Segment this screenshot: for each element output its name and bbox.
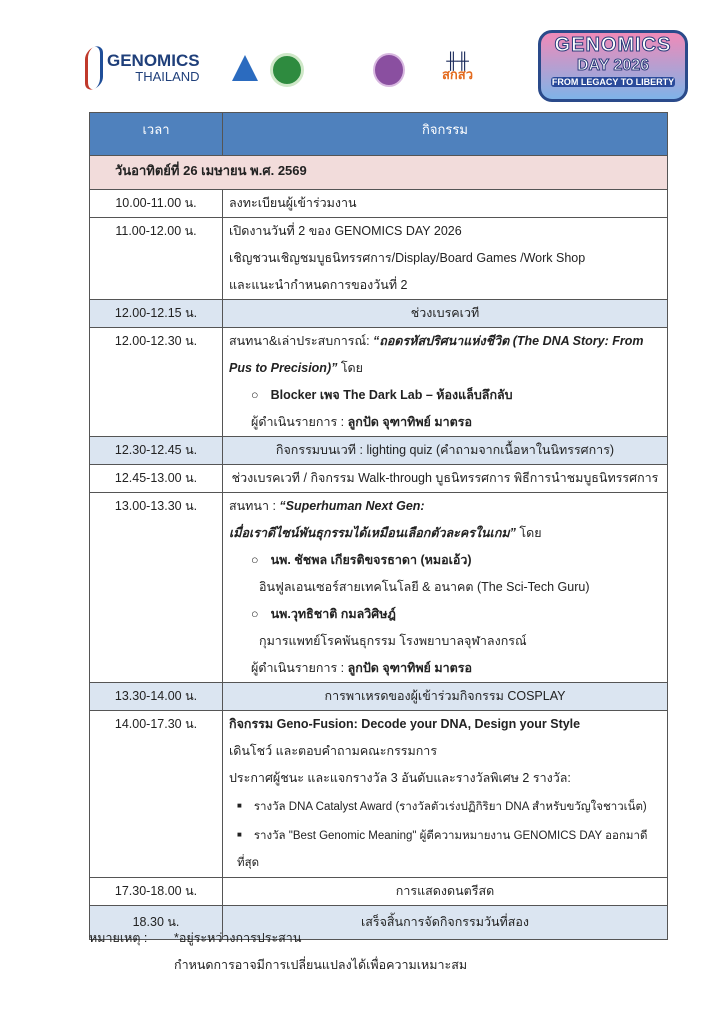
time-cell: 10.00-11.00 น.	[90, 190, 223, 218]
ministry-public-health-logo	[270, 53, 304, 87]
dna-helix-icon	[85, 44, 103, 93]
speaker: ○ นพ. ชัชพล เกียรติขจรธาดา (หมอเอ้ว)	[229, 547, 667, 574]
speaker: ○ นพ.วุทธิชาติ กมลวิศิษฎ์	[229, 601, 667, 628]
time-cell: 12.30-12.45 น.	[90, 437, 223, 465]
table-row	[90, 190, 668, 218]
activity-cell: ช่วงเบรคเวที / กิจกรรม Walk-through บูธนิทรรศการ พิธีการนำชมบูธนิทรรศการ	[223, 465, 668, 493]
logo-text: THAILAND	[135, 69, 200, 84]
sk-logo: ╫╫ สกสว	[442, 53, 474, 82]
table-row	[90, 711, 668, 878]
speaker: ○ Blocker เพจ The Dark Lab – ห้องแล็บลึกลับ	[229, 382, 667, 409]
time-cell: 11.00-12.00 น.	[90, 218, 223, 300]
moderator: ผู้ดำเนินรายการ : ลูกปัด จุฑาทิพย์ มาตรอ	[251, 415, 472, 429]
triangle-org-logo	[232, 55, 258, 81]
activity-cell: การแสดงดนตรีสด	[223, 878, 668, 906]
time-cell: 18.30 น.	[90, 906, 223, 940]
activity-cell: สนทนา : “Superhuman Next Gen: เมื่อเราดีไซน์พันธุกรรมได้เหมือนเลือกตัวละครในเกม” โดย ○ นพ. ชัชพล เกียรติขจรธาดา (หมอเอ้ว) อินฟูลเอนเซอร์สายเทคโนโลยี & อนาคต (The Sci-Tech Guru) ○ นพ.วุทธิชาติ กมลวิศิษฎ์ กุมารแพทย์โรคพันธุกรรม โรงพยาบาลจุฬาลงกรณ์ ผู้ดำเนินรายการ : ลูกปัด จุฑาทิพย์ มาตรอ	[223, 493, 668, 683]
award-item: ■ รางวัล "Best Genomic Meaning" ผู้ตีความหมายงาน GENOMICS DAY ออกมาดีที่สุด	[229, 821, 667, 877]
purple-seal-logo	[373, 53, 405, 87]
header-time: เวลา	[90, 113, 223, 156]
time-cell: 12.00-12.30 น.	[90, 328, 223, 437]
activity-cell: กิจกรรม Geno-Fusion: Decode your DNA, Design your Style เดินโชว์ และตอบคำถามคณะกรรมการ ประกาศผู้ชนะ และแจกรางวัล 3 อันดับและรางวัลพิเศษ 2 รางวัล: ■ รางวัล DNA Catalyst Award (รางวัลตัวเร่งปฏิกิริยา DNA สำหรับขวัญใจชาวเน็ต) ■ รางวัล "Best Genomic Meaning" ผู้ตีความหมายงาน GENOMICS DAY ออกมาดีที่สุด	[223, 711, 668, 878]
table-row	[90, 465, 668, 493]
date-row	[90, 156, 668, 190]
logo-text: สกสว	[442, 67, 474, 82]
date-label: วันอาทิตย์ที่ 26 เมษายน พ.ศ. 2569	[90, 156, 668, 190]
time-cell: 14.00-17.30 น.	[90, 711, 223, 878]
activity-cell: ลงทะเบียนผู้เข้าร่วมงาน	[223, 190, 668, 218]
activity-cell: เปิดงานวันที่ 2 ของ GENOMICS DAY 2026 เชิญชวนเชิญชมบูธนิทรรศการ/Display/Board Games /Work Shop และแนะนำกำหนดการของวันที่ 2	[223, 218, 668, 300]
activity-cell: สนทนา&เล่าประสบการณ์: “ถอดรหัสปริศนาแห่งชีวิต (The DNA Story: From Pus to Precision)” โดย ○ Blocker เพจ The Dark Lab – ห้องแล็บลึกลับ ผู้ดำเนินรายการ : ลูกปัด จุฑาทิพย์ มาตรอ	[223, 328, 668, 437]
activity-cell: กิจกรรมบนเวที : lighting quiz (คำถามจากเนื้อหาในนิทรรศการ)	[223, 437, 668, 465]
table-header	[90, 113, 668, 156]
genomics-day-logo: GENOMICS DAY 2026 FROM LEGACY TO LIBERTY	[538, 30, 688, 102]
award-item: ■ รางวัล DNA Catalyst Award (รางวัลตัวเร่งปฏิกิริยา DNA สำหรับขวัญใจชาวเน็ต)	[229, 792, 667, 821]
table-row	[90, 683, 668, 711]
genomics-thailand-logo	[85, 47, 200, 89]
notes	[89, 925, 467, 979]
schedule-table	[89, 112, 668, 940]
table-row	[90, 437, 668, 465]
note-line: กำหนดการอาจมีการเปลี่ยนแปลงได้เพื่อความเหมาะสม	[174, 958, 468, 972]
time-cell: 13.00-13.30 น.	[90, 493, 223, 683]
table-row	[90, 328, 668, 437]
table-row	[90, 300, 668, 328]
header-activity: กิจกรรม	[223, 113, 668, 156]
time-cell: 12.00-12.15 น.	[90, 300, 223, 328]
table-row	[90, 878, 668, 906]
time-cell: 17.30-18.00 น.	[90, 878, 223, 906]
notes-label: หมายเหตุ :	[89, 931, 148, 945]
activity-cell: การพาเหรดของผู้เข้าร่วมกิจกรรม COSPLAY	[223, 683, 668, 711]
note-line: *อยู่ระหว่างการประสาน	[174, 931, 302, 945]
table-row	[90, 218, 668, 300]
activity-cell: ช่วงเบรคเวที	[223, 300, 668, 328]
time-cell: 13.30-14.00 น.	[90, 683, 223, 711]
time-cell: 12.45-13.00 น.	[90, 465, 223, 493]
activity-cell: เสร็จสิ้นการจัดกิจกรรมวันที่สอง	[223, 906, 668, 940]
logo-bar	[80, 25, 700, 105]
table-row	[90, 493, 668, 683]
moderator: ผู้ดำเนินรายการ : ลูกปัด จุฑาทิพย์ มาตรอ	[251, 661, 472, 675]
logo-text: GENOMICS	[107, 51, 200, 70]
